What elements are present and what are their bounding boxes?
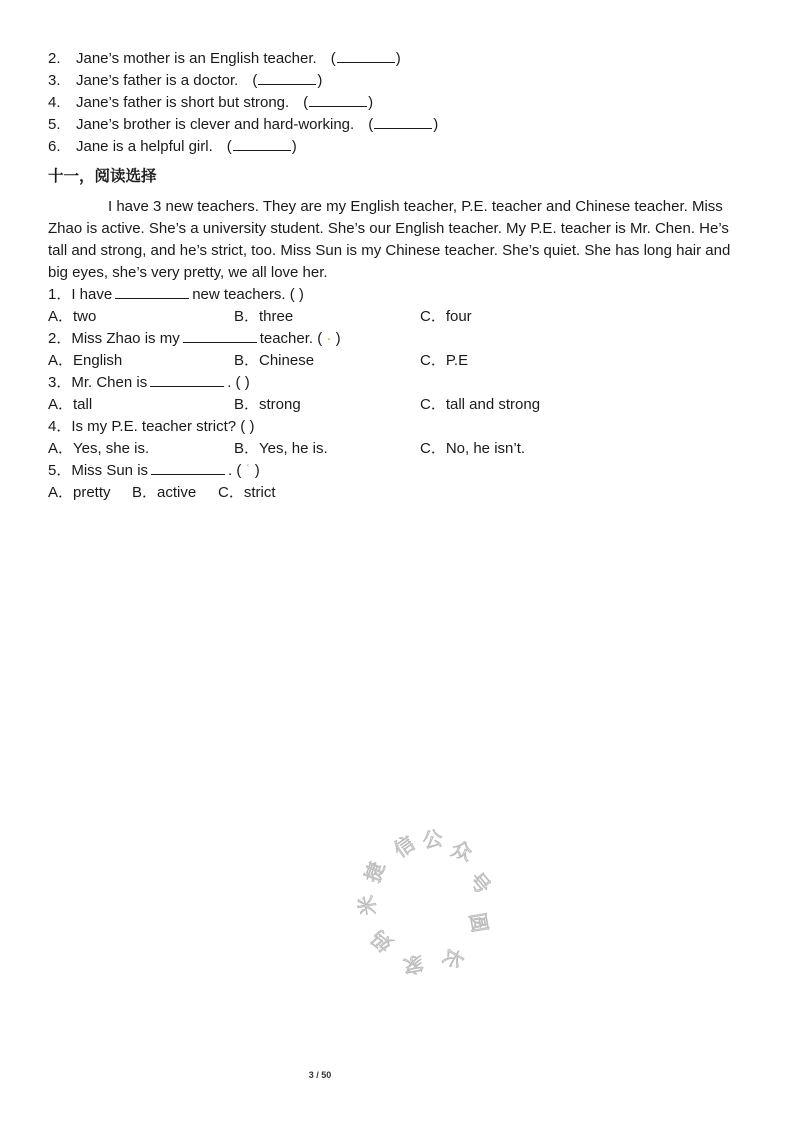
option-a[interactable]: A．pretty [48, 484, 111, 501]
svg-text:众: 众 [448, 836, 476, 866]
paren-close: ) [317, 72, 323, 89]
paren-close: ) [395, 50, 401, 67]
answer-blank[interactable] [233, 136, 291, 151]
paren-open: ( [368, 116, 374, 133]
item-text: Jane’s brother is clever and hard-working. [76, 116, 355, 133]
paren-close: ) [254, 462, 260, 479]
item-number: 5. [48, 116, 61, 133]
option-c[interactable]: C．tall and strong [420, 396, 541, 413]
watermark-stamp-icon [353, 818, 510, 979]
option-a[interactable]: A．Yes, she is. [48, 440, 150, 457]
tf-item-6 [48, 136, 297, 158]
svg-text:公: 公 [420, 825, 445, 853]
item-text: Jane is a helpful girl. [76, 138, 213, 155]
question-1 [48, 284, 304, 306]
paren-close: ) [433, 116, 439, 133]
tf-item-5 [48, 114, 438, 136]
question-text: 5．Miss Sun is [48, 462, 149, 479]
paren-open: ( [252, 72, 258, 89]
item-text: Jane’s father is a doctor. [76, 72, 239, 89]
item-number: 3. [48, 72, 61, 89]
option-b[interactable]: B．Yes, he is. [234, 440, 328, 457]
question-text-end: . ( ) [227, 374, 250, 391]
paren-open: ( [330, 50, 336, 67]
answer-blank[interactable] [115, 284, 189, 299]
tf-item-4 [48, 92, 373, 114]
question-3 [48, 372, 250, 394]
option-c[interactable]: C．strict [218, 484, 276, 501]
answer-blank[interactable] [150, 372, 224, 387]
answer-blank[interactable] [309, 92, 367, 107]
section-heading: 十一，阅读选择 [48, 168, 157, 185]
option-a[interactable]: A．tall [48, 396, 93, 413]
answer-blank[interactable] [374, 114, 432, 129]
item-number: 4. [48, 94, 61, 111]
answer-blank[interactable] [337, 48, 395, 63]
option-b[interactable]: B．three [234, 308, 294, 325]
option-a[interactable]: A．English [48, 352, 123, 369]
paren-close: ) [335, 330, 341, 347]
paren-close: ) [291, 138, 297, 155]
option-b[interactable]: B．Chinese [234, 352, 315, 369]
svg-text:米: 米 [353, 893, 381, 918]
answer-blank[interactable] [183, 328, 257, 343]
svg-text:妈: 妈 [366, 925, 398, 957]
paren-open: ( [226, 138, 232, 155]
tf-item-3 [48, 70, 322, 92]
item-number: 6. [48, 138, 61, 155]
tf-item-2 [48, 48, 401, 70]
reading-passage: I have 3 new teachers. They are my English teacher, P.E. teacher and Chinese teacher. Miss Zhao is active. She’s a university student. She’s our English teacher. My P.E. teacher is Mr. Chen. He’s tall and strong, and he’s strict, too. Miss Sun is my Chinese teacher. She’s quiet. She has long hair and big eyes, she’s very pretty, we all love her. [48, 198, 731, 281]
question-text: 1．I have [48, 286, 113, 303]
question-text: 2．Miss Zhao is my [48, 330, 180, 347]
option-a[interactable]: A．two [48, 308, 97, 325]
svg-text:圆: 圆 [465, 910, 493, 935]
answer-blank[interactable] [151, 460, 225, 475]
svg-text:家: 家 [401, 951, 426, 979]
mark-dot-icon: · [322, 330, 336, 347]
item-number: 2. [48, 50, 61, 67]
question-text-end: teacher. ( [259, 330, 323, 347]
item-text: Jane’s father is short but strong. [76, 94, 290, 111]
question-text: 4．Is my P.E. teacher strict? ( ) [48, 418, 255, 435]
svg-text:信: 信 [389, 830, 420, 863]
question-text-end: new teachers. ( ) [192, 286, 304, 303]
answer-blank[interactable] [258, 70, 316, 85]
option-b[interactable]: B．active [132, 484, 197, 501]
question-2 [48, 328, 341, 350]
question-4 [48, 416, 254, 438]
page-number: 3 / 50 [308, 1070, 332, 1080]
option-c[interactable]: C．No, he isn’t. [420, 440, 526, 457]
mark-tick-icon: ʿ [241, 462, 255, 479]
question-5 [48, 460, 260, 482]
svg-text:长: 长 [437, 943, 469, 973]
paren-open: ( [303, 94, 309, 111]
paren-close: ) [368, 94, 374, 111]
svg-text:捷: 捷 [360, 858, 390, 886]
question-text: 3．Mr. Chen is [48, 374, 148, 391]
question-text-end: . ( [228, 462, 242, 479]
option-c[interactable]: C．four [420, 308, 472, 325]
svg-text:号: 号 [464, 867, 496, 899]
item-text: Jane’s mother is an English teacher. [76, 50, 317, 67]
option-c[interactable]: C．P.E [420, 352, 469, 369]
option-b[interactable]: B．strong [234, 396, 301, 413]
